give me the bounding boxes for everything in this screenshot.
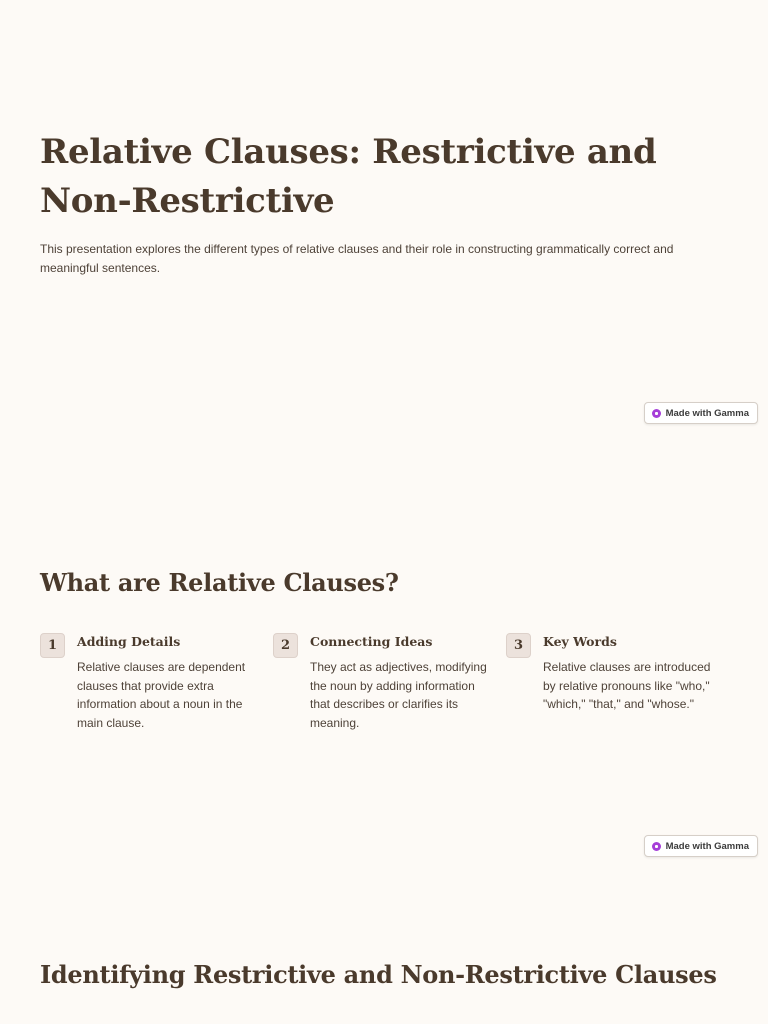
presentation-title: Relative Clauses: Restrictive and Non-Restrictive [40,132,657,221]
item-title: Connecting Ideas [310,634,433,649]
presentation-subtitle: This presentation explores the different types of relative clauses and their role in constructing grammatically correct and meaningful sentences. [40,242,674,275]
item-number: 3 [506,633,531,658]
gamma-logo-icon [652,409,661,418]
item-text: They act as adjectives, modifying the noun by adding information that describes or clarifies its meaning. [310,660,487,730]
item-title: Key Words [543,634,617,649]
made-with-gamma-label: Made with Gamma [665,407,749,419]
gamma-logo-icon [652,842,661,851]
made-with-gamma-button[interactable] [644,402,758,424]
relative-clauses-slide [0,432,768,864]
item-number: 2 [273,633,298,658]
title-slide [0,0,768,432]
section-title: What are Relative Clauses? [40,568,399,597]
section-title: Identifying Restrictive and Non-Restrictive Clauses [40,960,717,989]
item-text: Relative clauses are introduced by relative pronouns like "who," "which," "that," and "whose." [543,660,711,711]
made-with-gamma-label: Made with Gamma [665,840,749,852]
item-text: Relative clauses are dependent clauses that provide extra information about a noun in the main clause. [77,660,246,730]
item-title: Adding Details [77,634,181,649]
made-with-gamma-button[interactable] [644,835,758,857]
item-number: 1 [40,633,65,658]
identifying-clauses-slide [0,864,768,1024]
